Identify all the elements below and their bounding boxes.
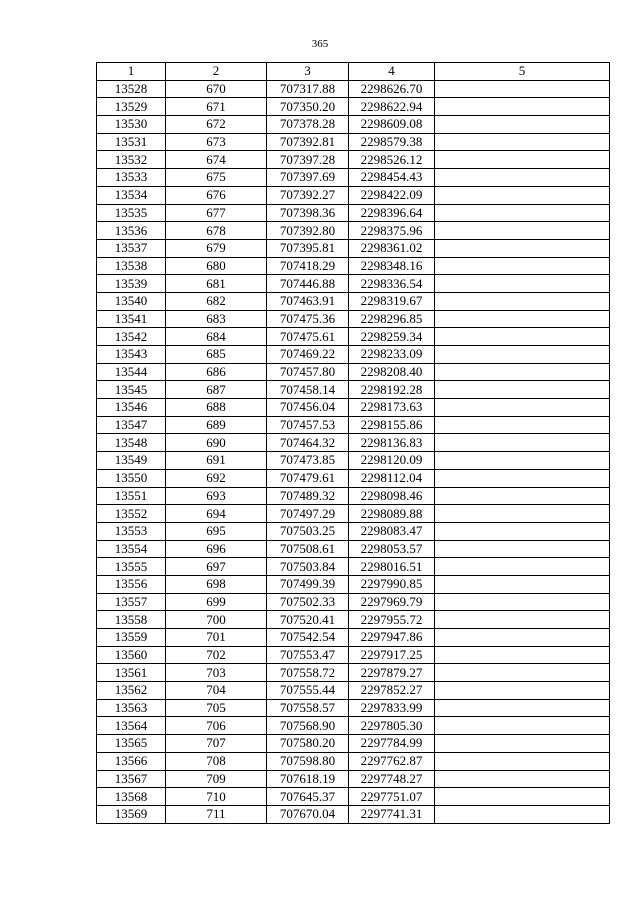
table-cell: 711 <box>166 805 267 823</box>
table-cell: 2298396.64 <box>349 204 435 222</box>
table-cell: 681 <box>166 275 267 293</box>
table-cell <box>435 186 610 204</box>
coordinates-table <box>96 62 610 824</box>
table-row <box>97 381 610 399</box>
table-row <box>97 575 610 593</box>
table-row <box>97 505 610 523</box>
table-cell: 2298375.96 <box>349 222 435 240</box>
table-cell: 694 <box>166 505 267 523</box>
table-row <box>97 151 610 169</box>
table-cell: 13565 <box>97 735 166 753</box>
table-cell: 673 <box>166 133 267 151</box>
table-cell: 13550 <box>97 469 166 487</box>
table-cell: 707397.28 <box>267 151 349 169</box>
table-cell: 698 <box>166 575 267 593</box>
table-cell: 13562 <box>97 682 166 700</box>
table-row <box>97 788 610 806</box>
table-cell: 707392.80 <box>267 222 349 240</box>
table-cell <box>435 239 610 257</box>
table-row <box>97 629 610 647</box>
table-cell: 707555.44 <box>267 682 349 700</box>
table-cell: 672 <box>166 116 267 134</box>
table-cell: 679 <box>166 239 267 257</box>
table-row <box>97 770 610 788</box>
table-cell <box>435 363 610 381</box>
table-row <box>97 275 610 293</box>
table-cell: 2298120.09 <box>349 452 435 470</box>
table-cell <box>435 575 610 593</box>
table-cell: 707458.14 <box>267 381 349 399</box>
table-cell: 13554 <box>97 540 166 558</box>
column-header: 2 <box>166 63 267 81</box>
table-cell: 2297784.99 <box>349 735 435 753</box>
table-row <box>97 593 610 611</box>
table-cell: 2298579.38 <box>349 133 435 151</box>
table-cell: 710 <box>166 788 267 806</box>
table-cell: 693 <box>166 487 267 505</box>
table-cell: 707392.27 <box>267 186 349 204</box>
table-cell: 13556 <box>97 575 166 593</box>
table-cell: 2298626.70 <box>349 80 435 98</box>
table-cell <box>435 646 610 664</box>
table-cell: 13566 <box>97 752 166 770</box>
table-cell: 13555 <box>97 558 166 576</box>
table-cell: 707618.19 <box>267 770 349 788</box>
table-cell: 13533 <box>97 169 166 187</box>
table-row <box>97 186 610 204</box>
table-cell: 703 <box>166 664 267 682</box>
table-cell <box>435 593 610 611</box>
table-cell <box>435 257 610 275</box>
table-cell: 707645.37 <box>267 788 349 806</box>
table-cell <box>435 204 610 222</box>
table-row <box>97 611 610 629</box>
table-cell: 2298259.34 <box>349 328 435 346</box>
table-cell <box>435 381 610 399</box>
table-cell: 707392.81 <box>267 133 349 151</box>
table-cell: 707317.88 <box>267 80 349 98</box>
table-cell: 707463.91 <box>267 292 349 310</box>
table-cell: 707499.39 <box>267 575 349 593</box>
table-cell: 677 <box>166 204 267 222</box>
column-header: 1 <box>97 63 166 81</box>
table-cell: 707473.85 <box>267 452 349 470</box>
table-row <box>97 363 610 381</box>
table-cell: 699 <box>166 593 267 611</box>
table-cell <box>435 452 610 470</box>
table-cell: 678 <box>166 222 267 240</box>
table-cell: 2297805.30 <box>349 717 435 735</box>
page-number: 365 <box>311 38 329 50</box>
table-cell: 13549 <box>97 452 166 470</box>
table-cell: 707502.33 <box>267 593 349 611</box>
table-cell: 707553.47 <box>267 646 349 664</box>
table-cell <box>435 805 610 823</box>
table-cell: 707520.41 <box>267 611 349 629</box>
table-cell <box>435 133 610 151</box>
table-cell: 670 <box>166 80 267 98</box>
table-cell: 2298089.88 <box>349 505 435 523</box>
table-body <box>97 80 610 823</box>
table-cell: 13541 <box>97 310 166 328</box>
table-cell: 2298083.47 <box>349 522 435 540</box>
table-row <box>97 522 610 540</box>
table-cell: 671 <box>166 98 267 116</box>
table-cell: 700 <box>166 611 267 629</box>
table-cell: 707395.81 <box>267 239 349 257</box>
table-cell: 2297748.27 <box>349 770 435 788</box>
table-cell: 2298348.16 <box>349 257 435 275</box>
table-cell: 2297990.85 <box>349 575 435 593</box>
table-cell: 13535 <box>97 204 166 222</box>
table-cell <box>435 487 610 505</box>
table-cell: 708 <box>166 752 267 770</box>
table-cell: 707469.22 <box>267 346 349 364</box>
table-cell: 702 <box>166 646 267 664</box>
table-cell: 687 <box>166 381 267 399</box>
table-cell: 688 <box>166 399 267 417</box>
table-cell: 13558 <box>97 611 166 629</box>
table-cell <box>435 699 610 717</box>
table-cell: 13561 <box>97 664 166 682</box>
table-cell: 707558.72 <box>267 664 349 682</box>
table-cell <box>435 98 610 116</box>
table-cell: 707479.61 <box>267 469 349 487</box>
table-cell: 685 <box>166 346 267 364</box>
table-cell: 13528 <box>97 80 166 98</box>
table-cell: 13540 <box>97 292 166 310</box>
table-row <box>97 257 610 275</box>
table-cell: 13568 <box>97 788 166 806</box>
table-cell <box>435 169 610 187</box>
table-cell: 13530 <box>97 116 166 134</box>
table-cell <box>435 540 610 558</box>
table-cell: 696 <box>166 540 267 558</box>
table-cell: 707 <box>166 735 267 753</box>
table-cell: 707350.20 <box>267 98 349 116</box>
table-cell <box>435 735 610 753</box>
table-cell: 2298173.63 <box>349 399 435 417</box>
table-row <box>97 752 610 770</box>
table-row <box>97 239 610 257</box>
table-cell: 2298454.43 <box>349 169 435 187</box>
table-cell: 2298361.02 <box>349 239 435 257</box>
table-cell <box>435 752 610 770</box>
table-cell: 707580.20 <box>267 735 349 753</box>
table-cell <box>435 611 610 629</box>
table-row <box>97 80 610 98</box>
table-row <box>97 416 610 434</box>
table-row <box>97 222 610 240</box>
table-cell: 2298016.51 <box>349 558 435 576</box>
table-row <box>97 204 610 222</box>
table-cell: 13569 <box>97 805 166 823</box>
table-cell <box>435 346 610 364</box>
table-row <box>97 805 610 823</box>
table-cell: 2298622.94 <box>349 98 435 116</box>
table-cell: 13534 <box>97 186 166 204</box>
column-header: 3 <box>267 63 349 81</box>
table-row <box>97 169 610 187</box>
table-row <box>97 310 610 328</box>
table-cell: 2298422.09 <box>349 186 435 204</box>
table-cell: 2298336.54 <box>349 275 435 293</box>
table-cell: 707418.29 <box>267 257 349 275</box>
table-cell: 704 <box>166 682 267 700</box>
table-cell: 707489.32 <box>267 487 349 505</box>
table-cell: 707457.53 <box>267 416 349 434</box>
table-cell: 674 <box>166 151 267 169</box>
table-cell <box>435 116 610 134</box>
table-row <box>97 434 610 452</box>
table-cell: 2297741.31 <box>349 805 435 823</box>
table-row <box>97 682 610 700</box>
table-cell: 13545 <box>97 381 166 399</box>
table-cell: 707542.54 <box>267 629 349 647</box>
table-row <box>97 98 610 116</box>
table-row <box>97 558 610 576</box>
table-cell <box>435 222 610 240</box>
table-cell: 707508.61 <box>267 540 349 558</box>
table-cell: 2298155.86 <box>349 416 435 434</box>
table-cell <box>435 292 610 310</box>
table-cell: 683 <box>166 310 267 328</box>
table-cell: 2298609.08 <box>349 116 435 134</box>
table-cell <box>435 434 610 452</box>
table-cell: 709 <box>166 770 267 788</box>
table-cell: 701 <box>166 629 267 647</box>
table-cell <box>435 788 610 806</box>
table-cell: 13539 <box>97 275 166 293</box>
table-cell: 13538 <box>97 257 166 275</box>
table-cell: 2297879.27 <box>349 664 435 682</box>
table-cell <box>435 80 610 98</box>
table-cell: 13531 <box>97 133 166 151</box>
table-row <box>97 664 610 682</box>
table-cell: 13529 <box>97 98 166 116</box>
table-cell: 2298098.46 <box>349 487 435 505</box>
table-cell: 2297762.87 <box>349 752 435 770</box>
table-cell: 2297833.99 <box>349 699 435 717</box>
table-cell <box>435 682 610 700</box>
table-cell: 707568.90 <box>267 717 349 735</box>
table-cell: 707670.04 <box>267 805 349 823</box>
table-cell: 707558.57 <box>267 699 349 717</box>
table-cell: 690 <box>166 434 267 452</box>
table-cell: 707475.61 <box>267 328 349 346</box>
table-cell: 2298208.40 <box>349 363 435 381</box>
table-cell <box>435 310 610 328</box>
table-cell: 707503.25 <box>267 522 349 540</box>
table-cell: 682 <box>166 292 267 310</box>
table-cell: 13557 <box>97 593 166 611</box>
table-cell: 2298136.83 <box>349 434 435 452</box>
table-cell: 697 <box>166 558 267 576</box>
table-cell <box>435 275 610 293</box>
table-row <box>97 469 610 487</box>
table-cell <box>435 505 610 523</box>
table-row <box>97 699 610 717</box>
table-cell <box>435 770 610 788</box>
table-row <box>97 399 610 417</box>
table-cell: 707398.36 <box>267 204 349 222</box>
table-cell <box>435 328 610 346</box>
table-cell: 706 <box>166 717 267 735</box>
table-cell: 13542 <box>97 328 166 346</box>
table-row <box>97 292 610 310</box>
table-cell: 707456.04 <box>267 399 349 417</box>
table-cell: 2298192.28 <box>349 381 435 399</box>
table-cell: 2298526.12 <box>349 151 435 169</box>
table-cell: 707397.69 <box>267 169 349 187</box>
table-cell: 684 <box>166 328 267 346</box>
table-cell: 2298319.67 <box>349 292 435 310</box>
table-cell: 13552 <box>97 505 166 523</box>
table-cell: 707446.88 <box>267 275 349 293</box>
table-cell: 2297852.27 <box>349 682 435 700</box>
table-cell: 675 <box>166 169 267 187</box>
table-cell: 2298296.85 <box>349 310 435 328</box>
table-cell: 686 <box>166 363 267 381</box>
table-cell <box>435 664 610 682</box>
table-cell <box>435 399 610 417</box>
table-cell: 707598.80 <box>267 752 349 770</box>
table-cell: 2298233.09 <box>349 346 435 364</box>
table-cell: 13560 <box>97 646 166 664</box>
table-cell: 707497.29 <box>267 505 349 523</box>
header-row <box>97 63 610 81</box>
column-header: 5 <box>435 63 610 81</box>
table-cell: 2297751.07 <box>349 788 435 806</box>
table-cell: 2297947.86 <box>349 629 435 647</box>
table-cell: 13544 <box>97 363 166 381</box>
column-header: 4 <box>349 63 435 81</box>
table-cell <box>435 522 610 540</box>
table-cell: 676 <box>166 186 267 204</box>
table-cell: 707457.80 <box>267 363 349 381</box>
table-cell: 2298112.04 <box>349 469 435 487</box>
table-cell: 695 <box>166 522 267 540</box>
table-cell: 13547 <box>97 416 166 434</box>
table-cell: 707503.84 <box>267 558 349 576</box>
table-row <box>97 487 610 505</box>
table-cell: 2298053.57 <box>349 540 435 558</box>
table-row <box>97 646 610 664</box>
table-row <box>97 540 610 558</box>
table-cell: 13543 <box>97 346 166 364</box>
table-cell: 692 <box>166 469 267 487</box>
table-cell: 13532 <box>97 151 166 169</box>
table-row <box>97 452 610 470</box>
table-cell: 689 <box>166 416 267 434</box>
table-row <box>97 717 610 735</box>
table-row <box>97 346 610 364</box>
table-cell: 691 <box>166 452 267 470</box>
table-cell: 705 <box>166 699 267 717</box>
table-cell: 13559 <box>97 629 166 647</box>
table-cell: 2297917.25 <box>349 646 435 664</box>
table-cell: 13537 <box>97 239 166 257</box>
table-cell: 707378.28 <box>267 116 349 134</box>
table-cell: 680 <box>166 257 267 275</box>
table-cell <box>435 558 610 576</box>
table-cell: 13567 <box>97 770 166 788</box>
table-row <box>97 116 610 134</box>
table-cell: 13563 <box>97 699 166 717</box>
table-cell <box>435 469 610 487</box>
table-cell: 13536 <box>97 222 166 240</box>
table-cell: 13548 <box>97 434 166 452</box>
table-cell: 707464.32 <box>267 434 349 452</box>
table-cell: 13564 <box>97 717 166 735</box>
table-cell <box>435 416 610 434</box>
table-cell <box>435 151 610 169</box>
table-row <box>97 735 610 753</box>
table-cell <box>435 717 610 735</box>
table-cell: 2297955.72 <box>349 611 435 629</box>
table-cell: 13546 <box>97 399 166 417</box>
table-cell: 13551 <box>97 487 166 505</box>
table-row <box>97 133 610 151</box>
table-cell: 2297969.79 <box>349 593 435 611</box>
table-cell: 707475.36 <box>267 310 349 328</box>
table-cell: 13553 <box>97 522 166 540</box>
table-cell <box>435 629 610 647</box>
table-row <box>97 328 610 346</box>
